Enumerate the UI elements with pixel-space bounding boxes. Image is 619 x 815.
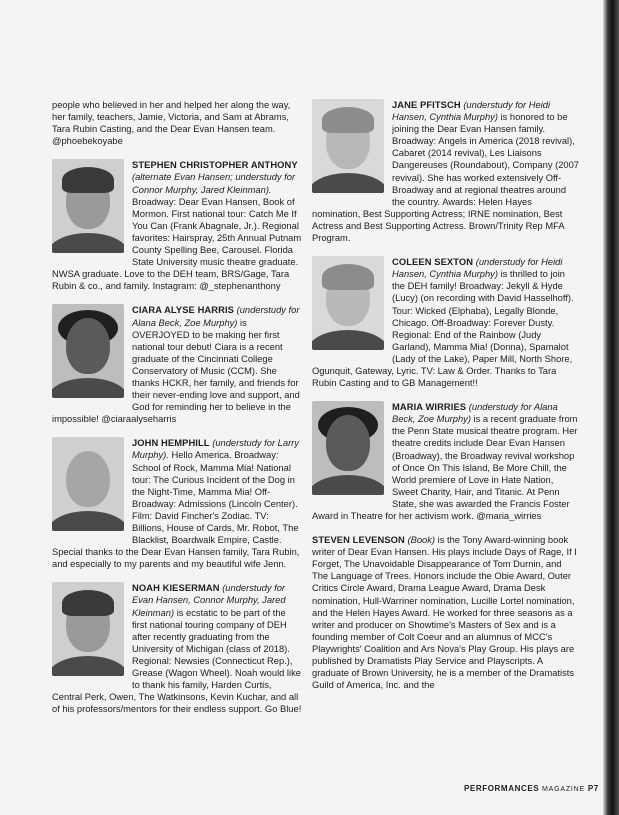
bio-text: is OVERJOYED to be making her first national tour debut! Ciara is a recent graduate of the Cincinnati College Conservatory of Music (CCM). She thanks HCKR, her family, and friends for their never-ending love and support, and God for reminding her to believe in the impossible! @ciaraalyseharris bbox=[52, 317, 300, 425]
footer-magazine: MAGAZINE bbox=[542, 786, 586, 793]
bio-john-hemphill bbox=[52, 437, 302, 570]
bio-jane-pfitsch bbox=[312, 99, 580, 244]
bio-name: STEVEN LEVENSON bbox=[312, 535, 405, 546]
bio-maria-wirries bbox=[312, 401, 580, 522]
bio-name: JANE PFITSCH bbox=[392, 100, 461, 110]
bio-role: (understudy for Larry Murphy). bbox=[132, 438, 299, 461]
bio-role: (Book) bbox=[407, 535, 436, 546]
intro-paragraph: people who believed in her and helped her along the way, her family, teachers, Jamie, Victoria, and Sam at Abrams, Tara Rubin Casting, and the Dear Evan Hansen team. @phoebekoyabe bbox=[52, 100, 291, 147]
bio-name: COLEEN SEXTON bbox=[392, 257, 474, 268]
bio-text: is the Tony Award-winning book writer of Dear Evan Hansen. His plays include Days of Rage, If I Forget, The Unavoidable Disappearance of Tom Durnin, and The Language of Trees. Honors include the Obie Award, Outer Critics Circle Award, Drama League Award, Drama Desk nomination, Hull-Warriner nomination, Lucille Lortel nomination, and the Helen Hayes Award. He worked for three seasons as a writer and producer on Showtime's Masters of Sex and is a founding member of Colt Coeur and an alumnus of MCC's Playwrights' Coalition and Ars Nova's Play Group. His plays are published by Dramatists Play Service and Playscripts. A graduate of Brown University, he is a member of the Dramatists Guild of America, Inc. and the bbox=[312, 535, 577, 691]
bio-role: (understudy for Alana Beck, Zoe Murphy) bbox=[132, 305, 300, 328]
footer-brand: PERFORMANCES bbox=[464, 784, 540, 793]
left-column bbox=[52, 99, 302, 715]
bio-role: (alternate Evan Hansen; understudy for Connor Murphy, Jared Kleinman). bbox=[132, 172, 296, 195]
bio-name: STEPHEN CHRISTOPHER ANTHONY bbox=[132, 160, 298, 171]
headshot-photo bbox=[52, 437, 124, 531]
bio-steven-levenson bbox=[312, 534, 580, 691]
headshot-photo bbox=[52, 159, 124, 253]
bio-role: (understudy for Heidi Hansen, Cynthia Murphy) bbox=[392, 257, 563, 280]
headshot-photo bbox=[52, 304, 124, 398]
bio-text: is honored to be joining the Dear Evan Hansen family. Broadway: Angels in America (2018 revival), Cabaret (2014 revival), Les Liaisons Dangereuses (Roundabout), Company (2007 revival). She has worked extensively Off-Broadway and at regional theatres around the country. Awards: Helen Hayes nomination, Best Supporting Actress; IRNE nomination, Best Actress and Best Supporting Actress. Brown/Trinity Rep MFA Program. bbox=[312, 112, 579, 244]
bio-ciara-alyse-harris bbox=[52, 304, 302, 425]
bio-text: Hello America. Broadway: School of Rock, Mamma Mia! National tour: The Curious Incident of the Dog in the Night-Time, Mamma Mia! Off-Broadway: Admissions (Lincoln Center). Film: David Fincher's Zodiac. TV: Billions, House of Cards, Mr. Robot, The Blacklist, Boardwalk Empire, Castle. Special thanks to the Dear Evan Hansen family, Tara Rubin, and especially to my parents and my beautiful wife Jenn. bbox=[52, 450, 300, 570]
bio-role: (understudy for Heidi Hansen, Cynthia Murphy) bbox=[392, 100, 551, 123]
headshot-photo bbox=[312, 256, 384, 350]
bio-stephen-christopher-anthony bbox=[52, 159, 302, 292]
bio-text: is ecstatic to be part of the first national touring company of DEH after recently graduating from the University of Michigan (class of 2018). Regional: Newsies (Connecticut Rep.), Grease (Wagon Wheel). Noah would like to thank his family, Harden Curtis, Central Perk, Owen, The Watkinsons, Kevin Kuchar, and all of his professors/mentors for their endless support. Go Blue! bbox=[52, 607, 302, 715]
headshot-photo bbox=[312, 99, 384, 193]
footer-page-number: P7 bbox=[587, 784, 599, 793]
bio-name: JOHN HEMPHILL bbox=[132, 438, 210, 449]
bio-name: MARIA WIRRIES bbox=[392, 402, 467, 413]
bio-role: (understudy for Alana Beck, Zoe Murphy) bbox=[392, 402, 558, 425]
page-footer bbox=[464, 784, 599, 793]
headshot-photo bbox=[312, 401, 384, 495]
bio-noah-kieserman bbox=[52, 582, 302, 715]
right-column bbox=[312, 99, 580, 691]
bio-text: Broadway: Dear Evan Hansen, Book of Mormon. First national tour: Catch Me If You Can (Frank Abagnale, Jr.). Regional favorites: Hairspray, 25th Annual Putnam County Spelling Bee, Carousel. Florida State University music theatre graduate. NWSA graduate. Love to the DEH team, BRS/Gage, Tara Rubin & co., and family. Instagram: @_stephenanthony bbox=[52, 196, 302, 292]
bio-name: NOAH KIESERMAN bbox=[132, 583, 220, 594]
bio-coleen-sexton bbox=[312, 256, 580, 389]
bio-text: is thrilled to join the DEH family! Broadway: Jekyll & Hyde (Lucy) (on recording with David Hasselhoff). Tour: Wicked (Elphaba), Legally Blonde, Chicago. Off-Broadway: Forever Dusty. Regional: End of the Rainbow (Judy Garland), Mamma Mia! (Donna), Spamalot (Lady of the Lake), Paper Mill, North Shore, Ogunquit, Gateway, Lyric. TV: Law & Order. Thanks to Tara Rubin Casting and to GB Management!! bbox=[312, 269, 574, 389]
bio-text: is a recent graduate from the Penn State musical theatre program. Her theatre credits include Dear Evan Hansen (Broadway), the Broadway revival workshop of Once On This Island, Be More Chill, the World premiere of Love in Hate Nation, Sweet Charity, Hair, and Titanic. At Penn State, she was awarded the Francis Foster Award in Theatre for her activism work. @maria_wirries bbox=[312, 414, 578, 521]
page-binding-edge bbox=[603, 0, 619, 815]
bio-name: CIARA ALYSE HARRIS bbox=[132, 305, 234, 316]
headshot-photo bbox=[52, 582, 124, 676]
bio-role: (understudy for Evan Hansen, Connor Murphy, Jared Kleinman) bbox=[132, 583, 286, 618]
